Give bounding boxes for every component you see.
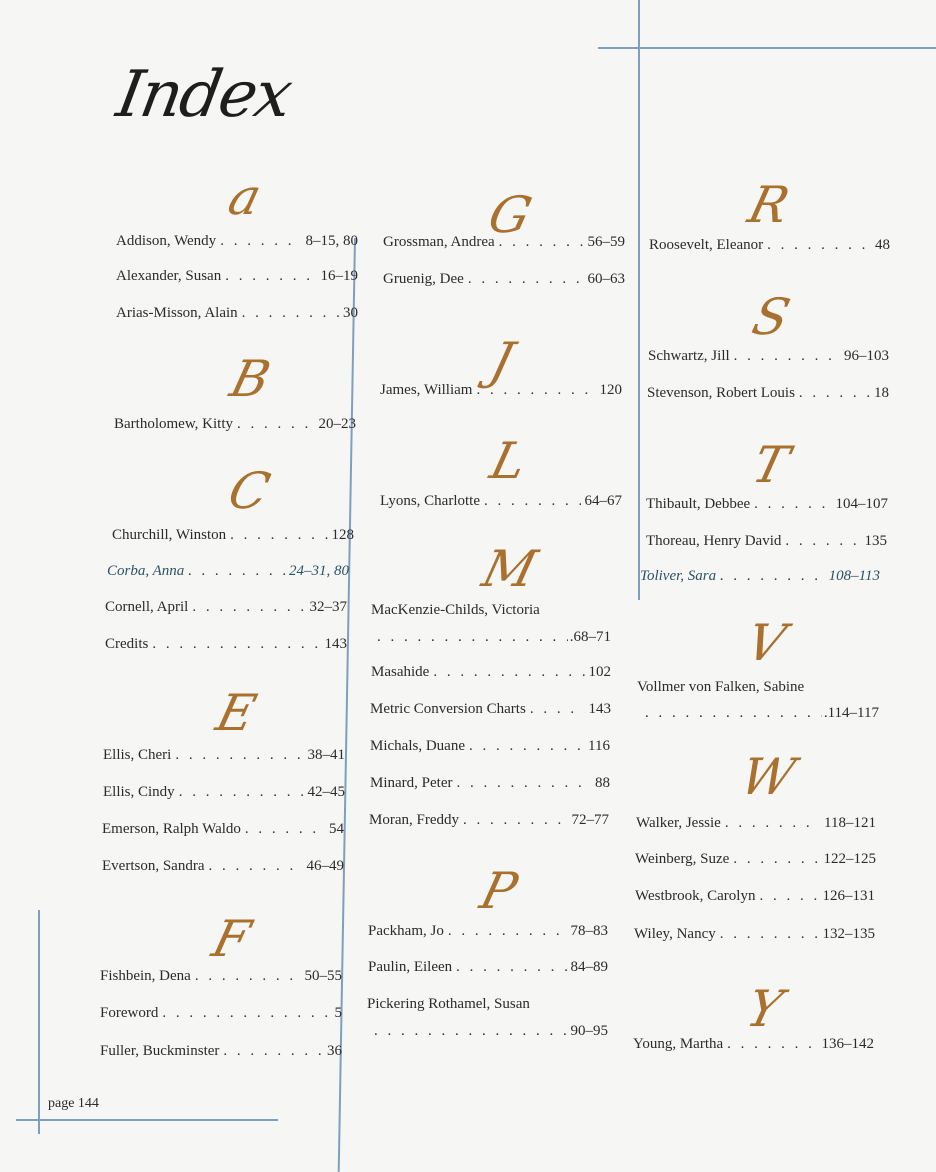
entry-pages: .114–117 (823, 705, 879, 721)
entry-pages: 72–77 (571, 812, 609, 828)
leader-dots (785, 531, 860, 551)
section-letter-w: W (734, 748, 801, 806)
entry-name: Young, Martha (633, 1036, 724, 1052)
entry-name: Schwartz, Jill (648, 348, 730, 364)
index-entry (369, 810, 609, 830)
entry-name: Stevenson, Robert Louis (647, 385, 795, 401)
index-entry (647, 383, 889, 403)
entry-name: Corba, Anna (107, 563, 185, 579)
page-number: page 144 (48, 1096, 99, 1111)
section-letter-a: a (222, 168, 268, 226)
leader-dots (195, 966, 301, 986)
entry-pages: 48 (875, 237, 890, 253)
index-entry (635, 849, 876, 869)
section-letter-t: T (746, 436, 795, 494)
entry-pages: 143 (588, 701, 611, 717)
entry-pages: 16–19 (320, 268, 358, 284)
entry-name: Weinberg, Suze (635, 851, 730, 867)
leader-dots (720, 566, 824, 586)
entry-name: Ellis, Cindy (103, 784, 175, 800)
leader-dots (237, 414, 314, 434)
leader-dots (162, 1003, 330, 1023)
leader-dots (245, 819, 325, 839)
entry-name: Alexander, Susan (116, 268, 222, 284)
entry-name: Westbrook, Carolyn (635, 888, 756, 904)
entry-pages: 118–121 (824, 815, 876, 831)
index-entry (368, 957, 608, 977)
index-entry (380, 380, 622, 400)
entry-pages: 104–107 (835, 496, 888, 512)
entry-pages: 50–55 (304, 968, 342, 984)
section-letter-v: V (740, 614, 792, 672)
bottom-left-horizontal-rule (16, 1119, 278, 1121)
entry-pages: 46–49 (306, 858, 344, 874)
entry-name: Grossman, Andrea (383, 234, 495, 250)
entry-pages: 84–89 (570, 959, 608, 975)
entry-pages: 20–23 (318, 416, 356, 432)
leader-dots (469, 736, 584, 756)
entry-name: Fishbein, Dena (100, 968, 191, 984)
entry-name: Pickering Rothamel, Susan (367, 996, 530, 1012)
entry-name: James, William (380, 382, 473, 398)
leader-dots (733, 849, 819, 869)
entry-pages: 90–95 (570, 1023, 608, 1039)
index-entry (380, 491, 622, 511)
section-letter-b: B (224, 350, 276, 408)
entry-pages: 88 (595, 775, 610, 791)
leader-dots (456, 773, 591, 793)
index-entry (370, 699, 611, 719)
index-entry (105, 597, 347, 617)
entry-name: Ellis, Cheri (103, 747, 172, 763)
section-letter-l: L (484, 432, 533, 490)
leader-dots (179, 782, 304, 802)
index-entry (371, 600, 611, 620)
leader-dots (433, 662, 584, 682)
entry-pages: 36 (327, 1043, 342, 1059)
entry-pages: 78–83 (570, 923, 608, 939)
entry-pages: 136–142 (821, 1036, 874, 1052)
leader-dots (208, 856, 302, 876)
index-entry (637, 677, 879, 697)
entry-pages: 24–31, 80 (289, 563, 349, 579)
entry-name: Paulin, Eileen (368, 959, 453, 975)
leader-dots (242, 303, 339, 323)
entry-name: Bartholomew, Kitty (114, 416, 234, 432)
leader-dots (223, 1041, 323, 1061)
entry-pages: 56–59 (587, 234, 625, 250)
entry-pages: 135 (864, 533, 887, 549)
entry-name: Metric Conversion Charts (370, 701, 526, 717)
index-entry (102, 856, 344, 876)
entry-name: Lyons, Charlotte (380, 493, 480, 509)
leader-dots (225, 266, 316, 286)
index-entry (102, 819, 344, 839)
index-entry (636, 813, 876, 833)
entry-name: Roosevelt, Eleanor (649, 237, 764, 253)
section-letter-m: M (476, 540, 543, 598)
entry-name: Fuller, Buckminster (100, 1043, 220, 1059)
leader-dots (192, 597, 305, 617)
index-entry (371, 662, 611, 682)
entry-name: Wiley, Nancy (634, 926, 716, 942)
index-entry (649, 235, 890, 255)
entry-pages: 5 (334, 1005, 342, 1021)
entry-name: Vollmer von Falken, Sabine (637, 679, 805, 695)
entry-pages: 108–113 (828, 568, 880, 584)
leader-dots (734, 346, 840, 366)
section-letter-g: G (482, 186, 538, 244)
index-entry-highlighted (640, 566, 880, 586)
leader-dots (230, 525, 327, 545)
leader-dots (799, 383, 870, 403)
leader-dots (152, 634, 320, 654)
index-entry (648, 346, 889, 366)
section-letter-s: S (746, 288, 796, 346)
index-entry (103, 782, 345, 802)
index-entry-highlighted (107, 561, 349, 581)
entry-pages: 60–63 (587, 271, 625, 287)
index-entry (370, 736, 610, 756)
entry-pages: 38–41 (307, 747, 345, 763)
index-entry (112, 525, 354, 545)
entry-name: Masahide (371, 664, 430, 680)
entry-name: Emerson, Ralph Waldo (102, 821, 241, 837)
section-letter-y: Y (740, 980, 789, 1038)
entry-name: Cornell, April (105, 599, 189, 615)
index-entry (646, 494, 888, 514)
entry-name: Credits (105, 636, 149, 652)
leader-dots (448, 921, 567, 941)
entry-pages: 102 (588, 664, 611, 680)
leader-dots (754, 494, 831, 514)
entry-name: Evertson, Sandra (102, 858, 205, 874)
leader-dots (374, 1021, 569, 1041)
section-letter-e: E (210, 684, 262, 742)
top-right-rule (598, 47, 936, 49)
index-entry (105, 634, 347, 654)
entry-pages: 30 (343, 305, 358, 321)
index-entry (114, 414, 356, 434)
entry-pages: 116 (588, 738, 610, 754)
section-letter-r: R (742, 176, 795, 234)
entry-name: Addison, Wendy (116, 233, 217, 249)
leader-dots (476, 380, 595, 400)
leader-dots (456, 957, 566, 977)
leader-dots (767, 235, 871, 255)
index-entry-continuation (374, 1021, 608, 1041)
entry-name: Thoreau, Henry David (646, 533, 782, 549)
leader-dots (530, 699, 585, 719)
entry-pages: 132–135 (822, 926, 875, 942)
entry-name: Thibault, Debbee (646, 496, 751, 512)
leader-dots (175, 745, 303, 765)
index-entry (635, 886, 875, 906)
index-entry (116, 303, 358, 323)
index-entry (383, 232, 625, 252)
entry-pages: 64–67 (584, 493, 622, 509)
index-entry (100, 966, 342, 986)
index-entry (646, 531, 887, 551)
index-entry (383, 269, 625, 289)
index-entry (368, 921, 608, 941)
index-entry-continuation (645, 703, 879, 723)
entry-pages: 122–125 (823, 851, 876, 867)
entry-pages: 126–131 (822, 888, 875, 904)
section-letter-p: P (474, 862, 523, 920)
bottom-left-vertical-rule (38, 910, 40, 1134)
leader-dots (468, 269, 584, 289)
leader-dots (484, 491, 581, 511)
section-letter-j: J (484, 332, 520, 390)
entry-pages: 8–15, 80 (305, 233, 358, 249)
index-entry (367, 994, 608, 1014)
entry-name: Gruenig, Dee (383, 271, 464, 287)
leader-dots (188, 561, 285, 581)
entry-pages: .68–71 (569, 629, 611, 645)
entry-pages: 54 (329, 821, 344, 837)
entry-pages: 18 (874, 385, 889, 401)
index-entry (100, 1041, 342, 1061)
index-entry (634, 924, 875, 944)
index-entry (103, 745, 345, 765)
leader-dots (759, 886, 818, 906)
leader-dots (499, 232, 584, 252)
entry-name: Michals, Duane (370, 738, 465, 754)
index-entry-continuation (377, 627, 611, 647)
entry-pages: 32–37 (309, 599, 347, 615)
entry-name: Arias-Misson, Alain (116, 305, 238, 321)
page-title: Index (111, 58, 296, 132)
leader-dots (727, 1034, 817, 1054)
leader-dots (220, 231, 301, 251)
entry-name: Moran, Freddy (369, 812, 459, 828)
entry-name: Churchill, Winston (112, 527, 227, 543)
leader-dots (720, 924, 819, 944)
leader-dots (645, 703, 822, 723)
entry-name: Minard, Peter (370, 775, 453, 791)
entry-pages: 42–45 (307, 784, 345, 800)
entry-pages: 120 (599, 382, 622, 398)
leader-dots (377, 627, 568, 647)
column-rule-middle (338, 238, 356, 1172)
entry-pages: 143 (324, 636, 347, 652)
leader-dots (725, 813, 820, 833)
column-rule-right (638, 0, 640, 600)
entry-name: Toliver, Sara (640, 568, 717, 584)
index-entry (100, 1003, 342, 1023)
section-letter-f: F (206, 910, 256, 968)
index-entry (116, 231, 358, 251)
entry-pages: 128 (331, 527, 354, 543)
index-entry (370, 773, 610, 793)
entry-name: Packham, Jo (368, 923, 444, 939)
entry-name: Walker, Jessie (636, 815, 721, 831)
entry-pages: 96–103 (844, 348, 889, 364)
entry-name: MacKenzie-Childs, Victoria (371, 602, 540, 618)
entry-name: Foreword (100, 1005, 159, 1021)
leader-dots (463, 810, 568, 830)
index-entry (116, 266, 358, 286)
section-letter-c: C (222, 462, 276, 520)
index-entry (633, 1034, 874, 1054)
